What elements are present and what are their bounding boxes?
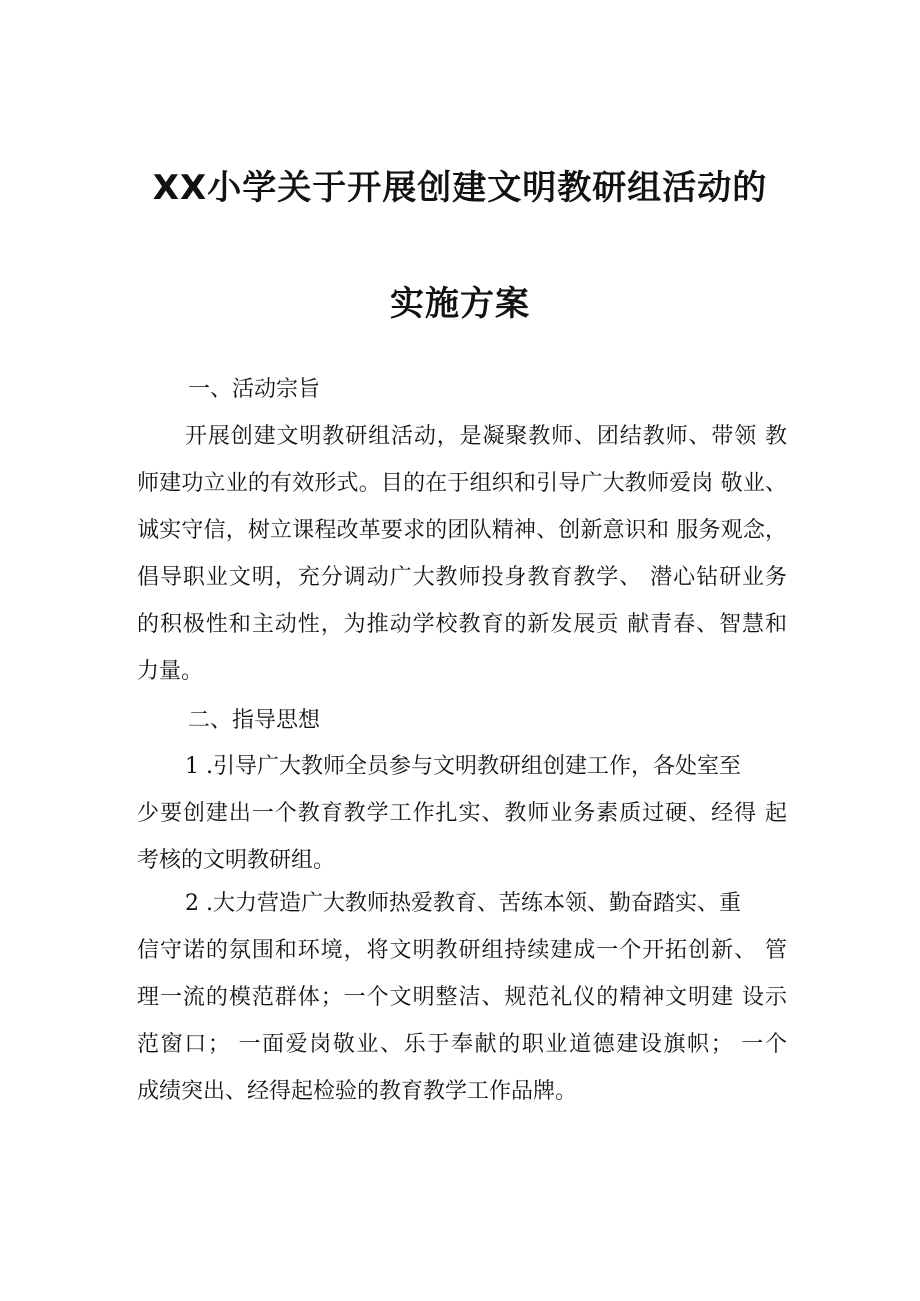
paragraph-line: 理一流的模范群体；一个文明整洁、规范礼仪的精神文明建 设示 xyxy=(137,985,787,1010)
section-heading-guiding-ideology: 二、指导思想 xyxy=(188,708,321,733)
paragraph-line: 的积极性和主动性，为推动学校教育的新发展贡 献青春、智慧和 xyxy=(137,612,787,637)
paragraph-line: 信守诺的氛围和环境，将文明教研组持续建成一个开拓创新、 管 xyxy=(137,938,787,963)
paragraph-line: 成绩突出、经得起检验的教育教学工作品牌。 xyxy=(137,1079,578,1104)
paragraph-line: 诚实守信，树立课程改革要求的团队精神、创新意识和 服务观念， xyxy=(137,518,787,543)
paragraph-line: 范窗口； 一面爱岗敬业、乐于奉献的职业道德建设旗帜； 一个 xyxy=(137,1032,787,1057)
paragraph-line: 考核的文明教研组。 xyxy=(137,848,336,873)
paragraph-line: 开展创建文明教研组活动，是凝聚教师、团结教师、带领 教 xyxy=(185,424,787,449)
document-title-line-2: 实施方案 xyxy=(390,284,530,324)
section-heading-purpose: 一、活动宗旨 xyxy=(188,377,321,402)
paragraph-line: 2 .大力营造广大教师热爱教育、苦练本领、勤奋踏实、重 xyxy=(185,891,741,916)
paragraph-line: 力量。 xyxy=(137,659,204,684)
document-title-line-1: XX小学关于开展创建文明教研组活动的 xyxy=(152,168,768,208)
paragraph-line: 1 .引导广大教师全员参与文明教研组创建工作，各处室至 xyxy=(185,754,741,779)
paragraph-purpose xyxy=(137,413,787,695)
paragraph-line: 少要创建出一个教育教学工作扎实、教师业务素质过硬、经得 起 xyxy=(137,801,787,826)
paragraph-item-2 xyxy=(137,880,787,1115)
paragraph-line: 倡导职业文明，充分调动广大教师投身教育教学、 潜心钻研业务 xyxy=(137,565,787,590)
paragraph-line: 师建功立业的有效形式。目的在于组织和引导广大教师爱岗 敬业、 xyxy=(137,471,787,496)
paragraph-item-1 xyxy=(137,743,787,884)
